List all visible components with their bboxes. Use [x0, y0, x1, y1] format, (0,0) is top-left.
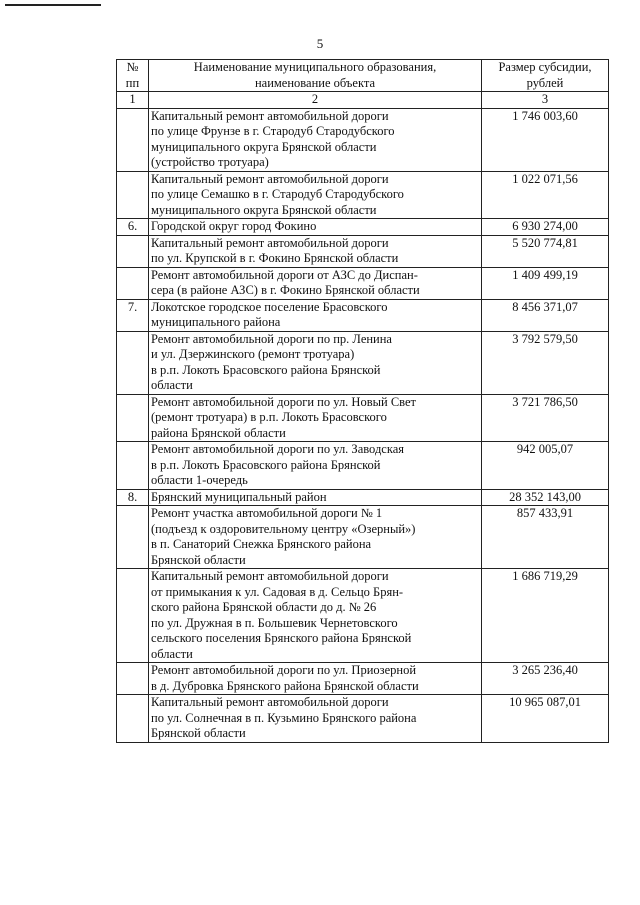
row-amount: 3 792 579,50: [482, 331, 609, 394]
row-amount: 3 265 236,40: [482, 663, 609, 695]
row-name-line: муниципального района: [151, 315, 281, 329]
row-name: [149, 219, 482, 236]
row-name-line: Ремонт автомобильной дороги по ул. Заводская: [151, 442, 405, 456]
table-row: [117, 569, 609, 663]
row-name-line: по улице Фрунзе в г. Стародуб Стародубского: [151, 124, 395, 138]
row-name: [149, 663, 482, 695]
column-number: 2: [149, 92, 482, 109]
row-name-line: Капитальный ремонт автомобильной дороги: [151, 171, 389, 186]
row-name: [149, 489, 482, 506]
row-name: [149, 506, 482, 569]
row-number: 7.: [117, 299, 149, 331]
table-row: [117, 235, 609, 267]
row-amount: 1 686 719,29: [482, 569, 609, 663]
row-name-line: Ремонт автомобильной дороги по пр. Ленина: [151, 331, 392, 346]
row-name: [149, 442, 482, 490]
row-name: [149, 171, 482, 219]
column-number: 3: [482, 92, 609, 109]
row-name-line: в р.п. Локоть Брасовского района Брянской: [151, 457, 381, 472]
table-row: [117, 299, 609, 331]
row-number: [117, 569, 149, 663]
row-name-line: и ул. Дзержинского (ремонт тротуара): [151, 347, 355, 361]
row-number: [117, 506, 149, 569]
row-name-line: Городской округ город Фокино: [151, 219, 317, 233]
header-name: [149, 60, 482, 92]
column-number-row: [117, 92, 609, 109]
row-name-line: области 1-очередь: [151, 473, 248, 487]
row-name-line: района Брянской области: [151, 425, 286, 440]
table-row: [117, 394, 609, 442]
row-name: [149, 267, 482, 299]
row-amount: 5 520 774,81: [482, 235, 609, 267]
row-amount: 1 746 003,60: [482, 108, 609, 171]
top-rule: [5, 4, 101, 6]
table-row: [117, 506, 609, 569]
row-number: [117, 171, 149, 219]
row-amount: 8 456 371,07: [482, 299, 609, 331]
row-name-line: Ремонт автомобильной дороги от АЗС до Диспан-: [151, 267, 418, 282]
table-row: [117, 267, 609, 299]
row-name-line: Ремонт участка автомобильной дороги № 1: [151, 506, 383, 520]
header-amount: [482, 60, 609, 92]
row-name-line: муниципального округа Брянской области: [151, 202, 377, 217]
header-name-line: Наименование муниципального образования,: [193, 60, 437, 74]
row-name: [149, 695, 482, 743]
table-row: [117, 695, 609, 743]
table-row: [117, 108, 609, 171]
table-header-row: [117, 60, 609, 92]
row-amount: 1 022 071,56: [482, 171, 609, 219]
row-number: [117, 267, 149, 299]
row-name: [149, 394, 482, 442]
row-name: [149, 331, 482, 394]
subsidies-table: [116, 59, 609, 743]
table-row: [117, 331, 609, 394]
table-row: [117, 663, 609, 695]
row-number: [117, 442, 149, 490]
row-amount: 1 409 499,19: [482, 267, 609, 299]
header-num-line: пп: [125, 75, 140, 90]
row-name-line: Ремонт автомобильной дороги по ул. Приозерной: [151, 663, 417, 677]
row-number: [117, 235, 149, 267]
row-number: 8.: [117, 489, 149, 506]
row-name-line: в д. Дубровка Брянского района Брянской области: [151, 678, 419, 693]
row-name-line: по ул. Солнечная в п. Кузьмино Брянского района: [151, 710, 417, 725]
row-name-line: области: [151, 646, 193, 661]
row-number: [117, 695, 149, 743]
row-name-line: по ул. Дружная в п. Большевик Чернетовского: [151, 615, 398, 630]
row-name-line: по улице Семашко в г. Стародуб Стародубского: [151, 187, 404, 201]
row-name-line: области: [151, 378, 193, 392]
column-number: 1: [117, 92, 149, 109]
header-num: [117, 60, 149, 92]
table-row: [117, 219, 609, 236]
row-name-line: Капитальный ремонт автомобильной дороги: [151, 569, 389, 583]
row-name-line: сера (в районе АЗС) в г. Фокино Брянской области: [151, 283, 420, 297]
row-amount: 857 433,91: [482, 506, 609, 569]
row-name-line: Локотское городское поселение Брасовского: [151, 299, 388, 314]
row-amount: 3 721 786,50: [482, 394, 609, 442]
row-name-line: ского района Брянской области до д. № 26: [151, 600, 377, 614]
row-amount: 28 352 143,00: [482, 489, 609, 506]
row-number: [117, 108, 149, 171]
row-name-line: Капитальный ремонт автомобильной дороги: [151, 695, 389, 709]
row-amount: 6 930 274,00: [482, 219, 609, 236]
row-number: [117, 331, 149, 394]
row-name-line: муниципального округа Брянской области: [151, 139, 377, 154]
row-amount: 10 965 087,01: [482, 695, 609, 743]
row-name: [149, 108, 482, 171]
row-name-line: Брянской области: [151, 726, 246, 740]
header-num-line: №: [126, 60, 139, 74]
row-name-line: сельского поселения Брянского района Брянской: [151, 631, 412, 645]
table-row: [117, 442, 609, 490]
row-number: 6.: [117, 219, 149, 236]
row-name: [149, 299, 482, 331]
row-name-line: (устройство тротуара): [151, 155, 269, 169]
row-name: [149, 235, 482, 267]
row-name-line: в р.п. Локоть Брасовского района Брянской: [151, 362, 381, 377]
row-name-line: Ремонт автомобильной дороги по ул. Новый Свет: [151, 394, 416, 409]
header-amount-line: рублей: [526, 75, 564, 90]
page-number: 5: [316, 36, 324, 51]
row-amount: 942 005,07: [482, 442, 609, 490]
row-name-line: от примыкания к ул. Садовая в д. Сельцо Брян-: [151, 584, 404, 599]
row-name-line: по ул. Крупской в г. Фокино Брянской области: [151, 251, 399, 265]
header-name-line: наименование объекта: [254, 75, 376, 90]
table-row: [117, 171, 609, 219]
row-number: [117, 394, 149, 442]
row-name-line: (подъезд к оздоровительному центру «Озерный»): [151, 521, 416, 536]
row-number: [117, 663, 149, 695]
row-name-line: Капитальный ремонт автомобильной дороги: [151, 235, 389, 250]
row-name-line: (ремонт тротуара) в р.п. Локоть Брасовского: [151, 410, 387, 424]
row-name-line: Брянский муниципальный район: [151, 489, 327, 504]
row-name-line: Брянской области: [151, 552, 246, 567]
row-name-line: в п. Санаторий Снежка Брянского района: [151, 537, 372, 551]
row-name-line: Капитальный ремонт автомобильной дороги: [151, 108, 389, 123]
header-amount-line: Размер субсидии,: [498, 60, 592, 74]
table-row: [117, 489, 609, 506]
table-body: [117, 60, 609, 743]
row-name: [149, 569, 482, 663]
